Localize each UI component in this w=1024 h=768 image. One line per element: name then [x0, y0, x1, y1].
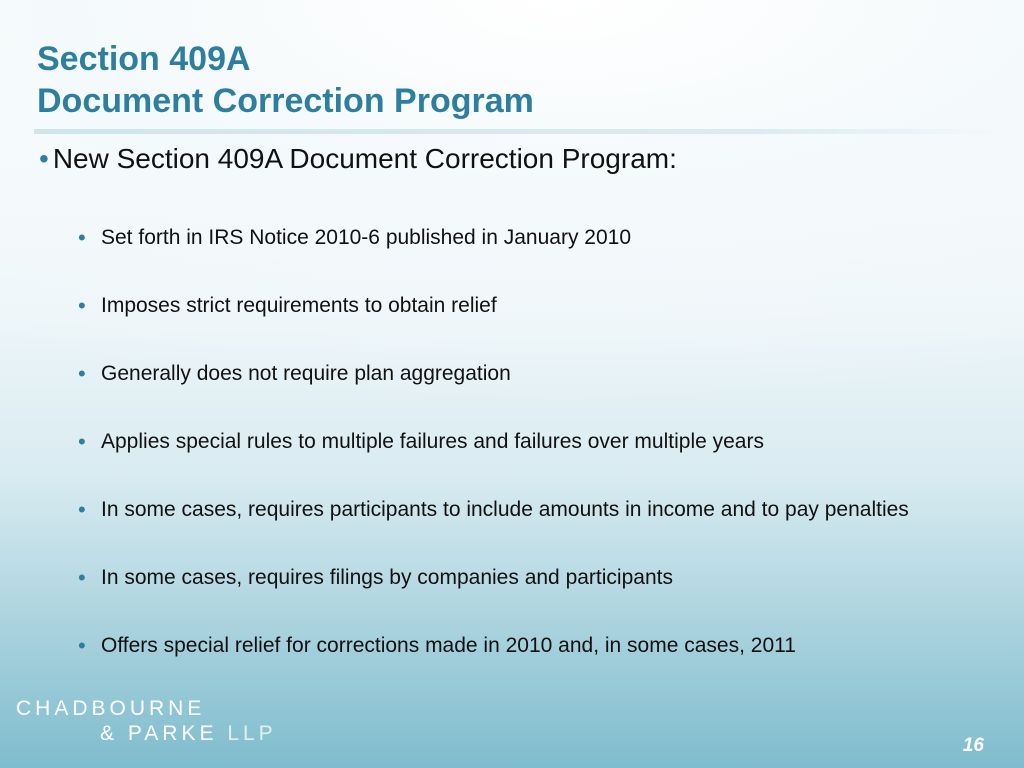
title-divider: [34, 129, 1000, 134]
sub-bullet: [78, 360, 988, 387]
slide-title: [37, 38, 534, 122]
bullet-dot-icon: •: [78, 429, 86, 454]
title-line-2: Document Correction Program: [37, 82, 534, 120]
sub-bullet: [78, 632, 988, 659]
sub-bullet-text: In some cases, requires participants to include amounts in income and to pay penalties: [101, 498, 909, 521]
sub-bullet: [78, 428, 988, 455]
main-bullet: [39, 142, 677, 176]
bullet-dot-icon: •: [78, 293, 86, 318]
sub-bullet: [78, 496, 988, 523]
bullet-dot-icon: •: [78, 565, 86, 590]
bullet-dot-icon: •: [78, 225, 86, 250]
bullet-dot-icon: •: [78, 633, 86, 658]
logo-parke: & PARKE: [100, 722, 218, 745]
bullet-dot-icon: •: [78, 497, 86, 522]
sub-bullet-list: [78, 224, 988, 659]
sub-bullet-text: Applies special rules to multiple failures and failures over multiple years: [101, 430, 764, 453]
title-line-1: Section 409A: [37, 40, 251, 78]
main-bullet-text: New Section 409A Document Correction Program:: [52, 143, 677, 174]
sub-bullet: [78, 292, 988, 319]
sub-bullet-text: Generally does not require plan aggregation: [101, 362, 511, 385]
bullet-dot-icon: •: [78, 361, 86, 386]
sub-bullet-text: Offers special relief for corrections made in 2010 and, in some cases, 2011: [101, 634, 796, 657]
page-number: 16: [962, 735, 984, 756]
bullet-dot-icon: •: [39, 143, 49, 174]
sub-bullet-text: Set forth in IRS Notice 2010-6 published in January 2010: [101, 226, 631, 249]
sub-bullet-text: In some cases, requires filings by companies and participants: [101, 566, 673, 589]
sub-bullet: [78, 564, 988, 591]
logo-line-2: [16, 721, 277, 746]
sub-bullet: [78, 224, 988, 251]
logo-llp: LLP: [227, 722, 277, 745]
firm-logo: [16, 696, 277, 746]
sub-bullet-text: Imposes strict requirements to obtain relief: [101, 294, 497, 317]
logo-line-1: CHADBOURNE: [16, 697, 206, 720]
